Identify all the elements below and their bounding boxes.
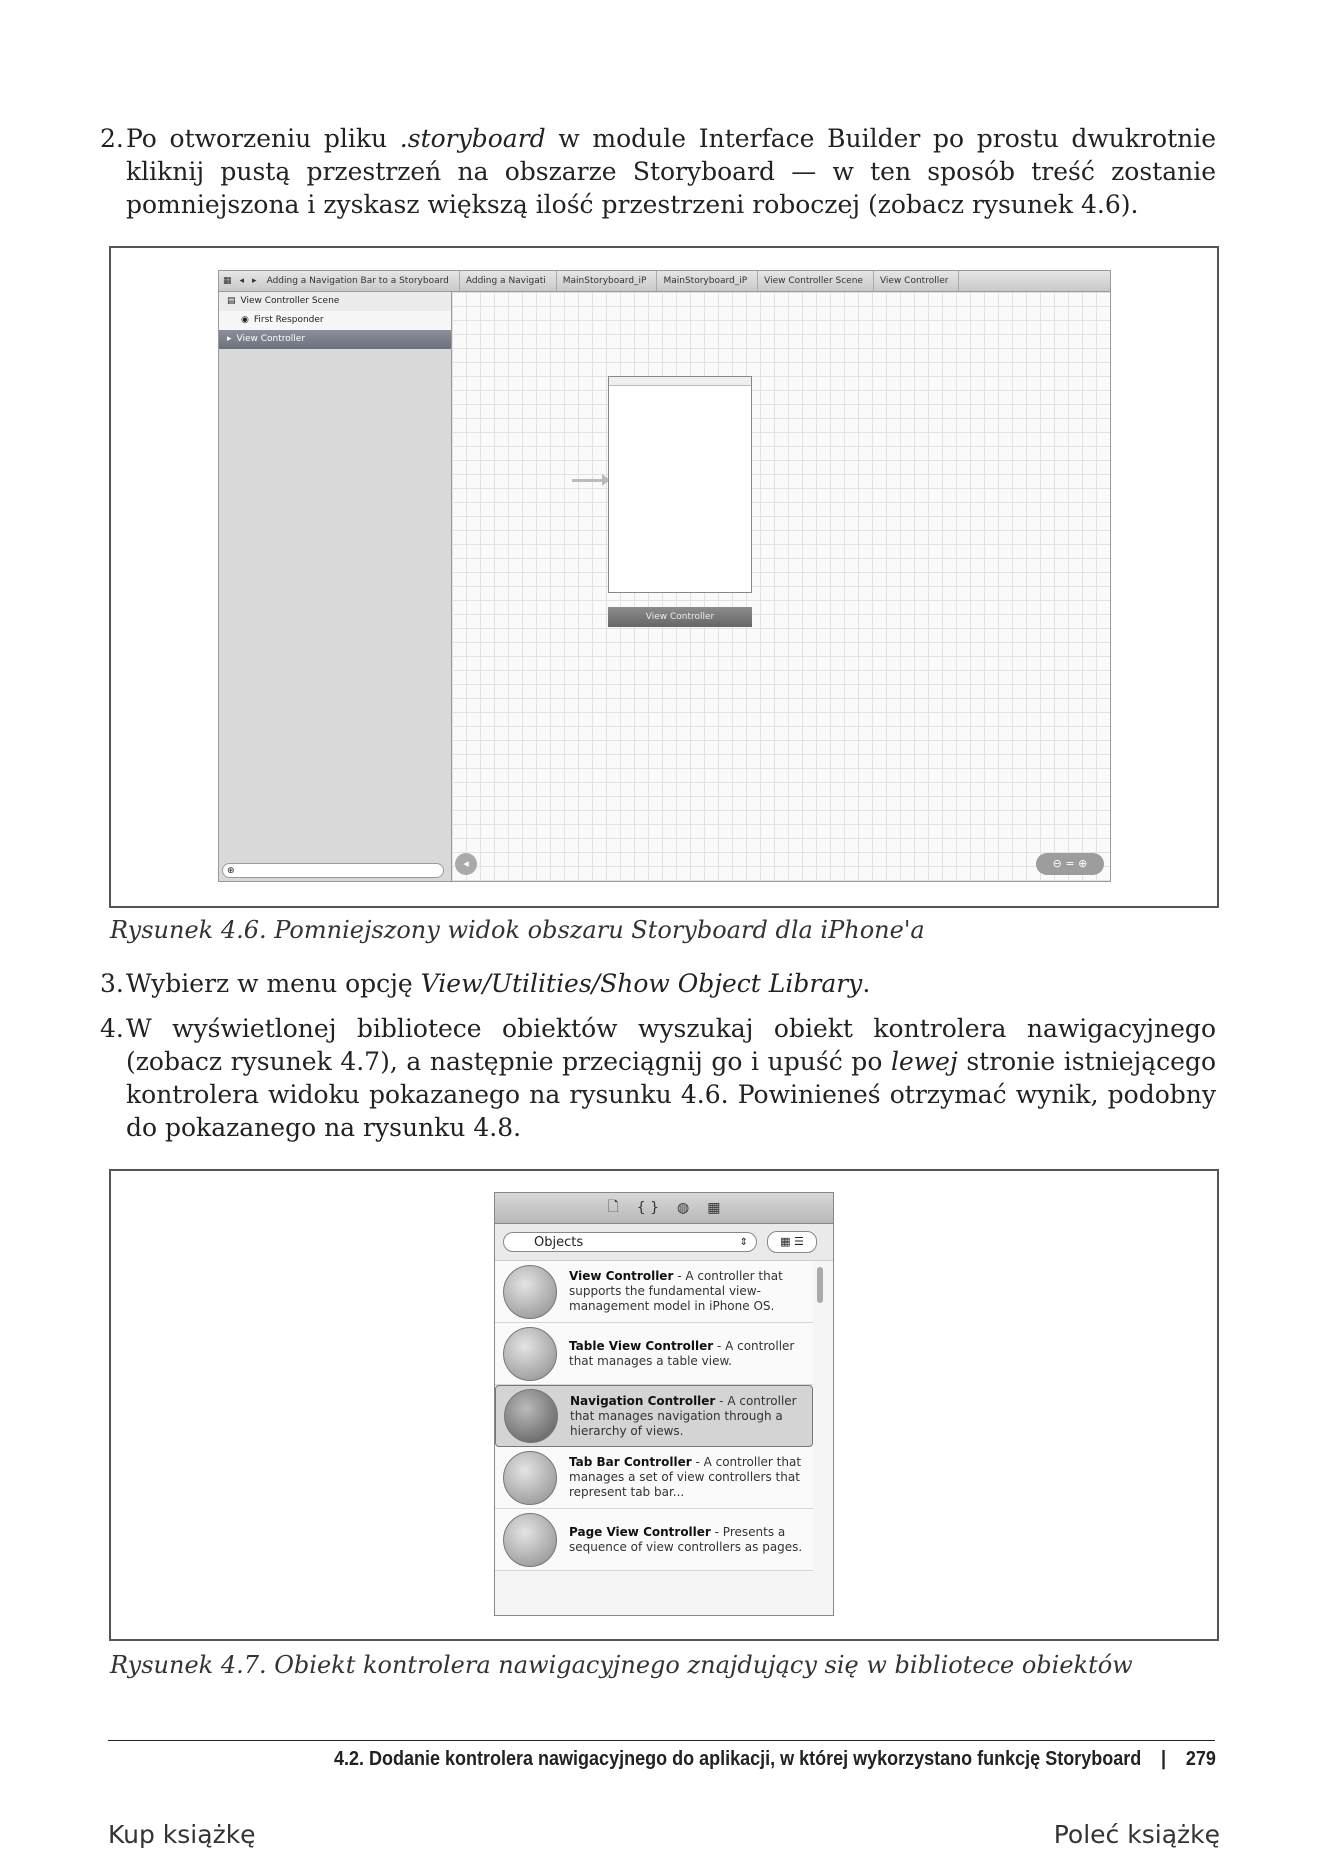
view-controller-row: ▸ View Controller [219,330,451,349]
media-library-icon: ▦ [707,1200,721,1216]
tab-bar-controller-icon [503,1451,557,1505]
buy-book-link[interactable]: Kup książkę [108,1820,256,1849]
library-tabs [495,1193,833,1224]
step-4-paragraph: 4. W wyświetlonej bibliotece obiektów wyszukaj obiekt kontrolera nawigacyjnego (zobacz rysunek 4.7), a następnie przeciągnij go i upuść po lewej stronie istniejącego kontrolera widoku pokazanego na rysunku 4.6. Powinieneś otrzymać wynik, podobny do pokazanego na rysunku 4.8. [100,1014,1216,1142]
step-number: 2. [100,124,124,153]
breadcrumb-item: View Controller Scene [758,271,874,291]
library-item: Tab Bar Controller - A controller that manages a set of view controllers that represent tab bar... [495,1447,813,1509]
library-item-highlighted: Navigation Controller - A controller that manages navigation through a hierarchy of views. [495,1385,813,1447]
page-view-controller-icon [503,1513,557,1567]
code-snippet-icon: { } [636,1200,660,1216]
scene-icon: ▤ [227,296,236,306]
disclosure-icon: ▸ [227,334,232,344]
menu-path: View/Utilities/Show Object Library [420,969,863,998]
dropdown-arrow-icon: ⇕ [739,1237,748,1248]
library-item: View Controller - A controller that supports the fundamental view-management model in iPhone OS. [495,1261,813,1323]
library-item: Page View Controller - Presents a sequence of view controllers as pages. [495,1509,813,1571]
document-outline [219,292,452,881]
figure-4-6-caption: Rysunek 4.6. Pomniejszony widok obszaru Storyboard dla iPhone'a [110,916,925,944]
object-library-screenshot [494,1192,834,1616]
forward-icon: ▸ [252,276,257,286]
page-number: 279 [1185,1748,1216,1770]
footer-separator: | [1161,1748,1167,1770]
first-responder-row: ◉ First Responder [219,311,451,330]
filter-field [222,863,444,878]
step-2-paragraph: 2. Po otworzeniu pliku .storyboard w module Interface Builder po prostu dwukrotnie kliknij pustą przestrzeń na obszarze Storyboard — w ten sposób treść zostanie pomniejszona i zyskasz większą ilość przestrzeni roboczej (zobacz rysunek 4.6). [100,124,1217,219]
view-controller-frame [608,376,752,593]
breadcrumb-item: View Controller [874,271,960,291]
view-mode-toggle-icon: ▦ ☰ [767,1231,817,1253]
step-number: 4. [100,1014,124,1043]
library-selector [495,1224,833,1261]
emphasis-left: lewej [890,1047,958,1076]
figure-4-6 [109,246,1219,908]
running-footer [334,1748,1216,1771]
filter-icon: ⊕ [227,866,235,876]
file-template-icon: 🗋 [607,1199,619,1215]
step-number: 3. [100,969,124,998]
table-view-controller-icon [503,1327,557,1381]
grid-icon: ▦ [223,276,232,286]
jump-bar [219,271,1110,292]
view-controller-icon [503,1265,557,1319]
step-3-paragraph: 3. Wybierz w menu opcję View/Utilities/Show Object Library. [100,969,871,998]
recommend-book-link[interactable]: Poleć książkę [1053,1820,1220,1849]
entry-arrow-icon [572,479,608,482]
footer-rule [108,1740,1215,1741]
breadcrumb-item: Adding a Navigati [460,271,557,291]
xcode-storyboard-screenshot [218,270,1111,882]
figure-4-7-caption: Rysunek 4.7. Obiekt kontrolera nawigacyjnego znajdujący się w bibliotece obiektów [110,1651,1133,1679]
running-title: 4.2. Dodanie kontrolera nawigacyjnego do aplikacji, w której wykorzystano funkcję Storyboard [334,1748,1142,1770]
breadcrumb-item: MainStoryboard_iP [557,271,658,291]
object-library-icon: ◍ [677,1200,690,1216]
storyboard-canvas [452,292,1110,881]
scrollbar [817,1267,823,1303]
objects-dropdown: Objects ⇕ [503,1232,757,1252]
library-item: Table View Controller - A controller that manages a table view. [495,1323,813,1385]
breadcrumb-item: MainStoryboard_iP [657,271,758,291]
responder-icon: ◉ [241,315,249,325]
zoom-controls-icon: ⊖ = ⊕ [1036,853,1104,875]
back-icon: ◂ [239,276,245,286]
scene-row: ▤ View Controller Scene [219,292,451,311]
figure-4-7 [109,1169,1219,1641]
navigation-controller-icon [504,1389,558,1443]
view-controller-label: View Controller [608,607,752,627]
breadcrumb-item: Adding a Navigation Bar to a Storyboard [261,271,460,291]
outline-toggle-icon: ◂ [455,853,477,875]
storyboard-ext: .storyboard [399,124,546,153]
